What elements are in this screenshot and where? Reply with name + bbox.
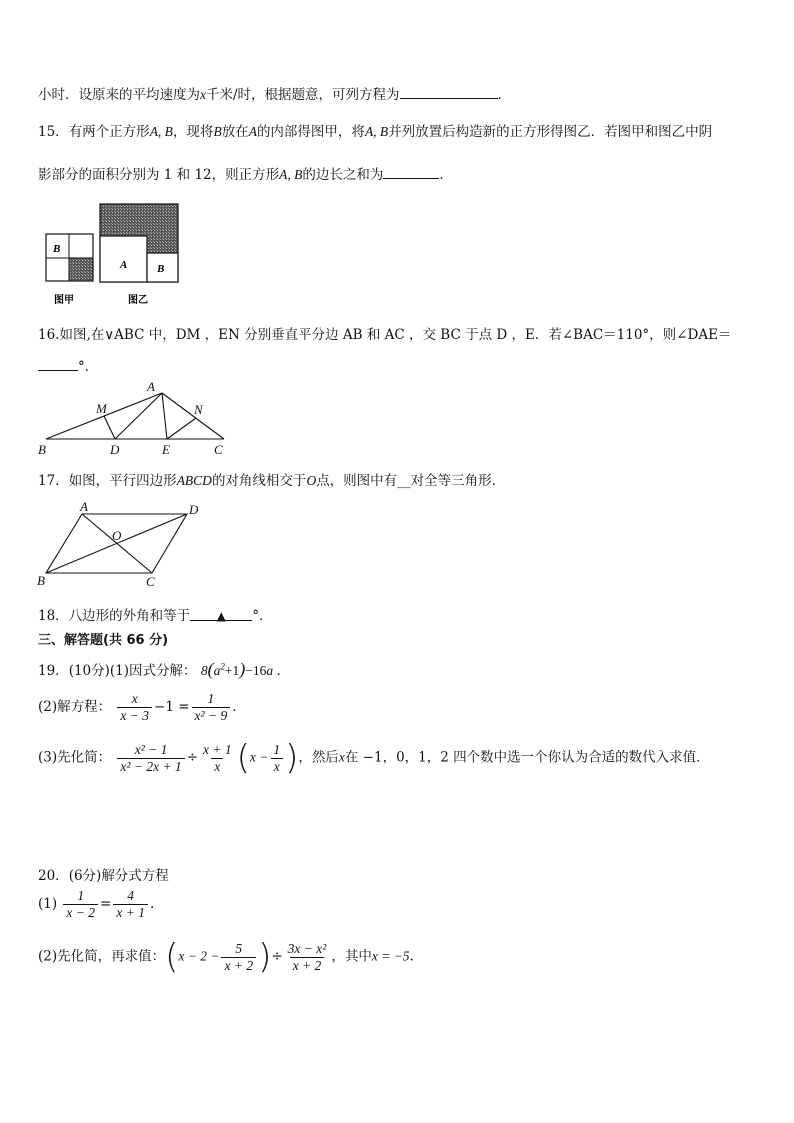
- q20-p1-label: (1): [38, 896, 58, 912]
- q19-part2: [38, 691, 246, 724]
- q14-text-b: 千米/时，根据题意，可列方程为: [206, 87, 400, 103]
- q19-p1-end: ．: [276, 663, 290, 679]
- q20-part1: [38, 888, 154, 921]
- q16-number: 16.: [38, 327, 60, 343]
- q19-p3-tail: 在 −1，0，1，2 四个数中选一个你认为合适的数代入求值．: [344, 749, 710, 766]
- q20-p2-label: (2): [38, 948, 58, 965]
- q15-ab: A, B: [364, 124, 389, 139]
- q20-p2-tail: ，其中: [331, 948, 372, 965]
- q17-line: [38, 469, 505, 489]
- q19-number: 19．: [38, 663, 69, 679]
- q20-p2-text: 先化简，再求值：: [57, 948, 166, 965]
- q16-line2: [38, 355, 98, 375]
- label-a: A: [147, 379, 155, 394]
- q15-text: 并列放置后构造新的正方形得图乙．若图甲和图乙中阴: [388, 124, 713, 140]
- q14-answer-blank[interactable]: [400, 86, 498, 99]
- label-e: E: [162, 442, 170, 457]
- q17-text: 如图，平行四边形: [68, 473, 177, 489]
- q19-p1-expression: $8(a^2+1)-16a$: [200, 659, 274, 679]
- q19-p2-mid: −1 =: [154, 699, 190, 715]
- q20-header: [38, 864, 169, 884]
- fraction: $\frac{x + 1}{x}$: [203, 741, 232, 774]
- q15-ab: A, B: [279, 167, 303, 182]
- q20-part2: (2)先化简，再求值：(x − 2 − $\frac{5}{x + 2}$ )÷ $\frac{\text{3x − x²}}{x + 2}$ ，其中x = −5.: [38, 937, 414, 977]
- q15-number: 15．: [38, 124, 69, 140]
- label-o: O: [112, 528, 122, 543]
- figure-yi: [100, 204, 178, 305]
- q16-line1: [38, 323, 731, 343]
- q17-abcd: ABCD: [176, 473, 212, 488]
- fig2-label-a: A: [120, 259, 128, 271]
- q17-figure: [34, 497, 214, 589]
- q15-text: 的边长之和为: [302, 167, 384, 183]
- q15-end: ．: [439, 167, 453, 183]
- label-d: D: [189, 502, 199, 517]
- q16-figure: [34, 378, 234, 460]
- fig1-label-b: B: [53, 243, 61, 255]
- q19-p1-text: 因式分解：: [129, 663, 197, 679]
- q16-end: °．: [78, 359, 99, 375]
- q15-line1: [38, 120, 712, 140]
- q17-number: 17．: [38, 473, 69, 489]
- section-heading: 三、解答题(共 66 分): [38, 633, 169, 648]
- fraction: $\frac{\text{x² − 1}}{\text{x² − 2x + 1}}$: [117, 742, 184, 775]
- label-d: D: [110, 442, 120, 457]
- q14-text-a: 小时．设原来的平均速度为: [38, 87, 200, 103]
- q20-p1-end: .: [149, 896, 155, 912]
- fraction: $\frac{x}{x - 3}$: [117, 691, 152, 724]
- fraction: $\frac{5}{x + 2}$: [221, 941, 256, 974]
- q19-p3-text: 先化简：: [57, 749, 112, 766]
- q14-var: x: [200, 87, 206, 102]
- q19-p3-var: x: [338, 749, 345, 765]
- q15-ab: A, B: [149, 124, 173, 139]
- q20-p2-cond: x = −5: [371, 948, 410, 964]
- triangle-marker: ▲: [216, 609, 226, 623]
- fig2-caption: 图乙: [128, 295, 148, 305]
- q20-number: 20．: [38, 868, 69, 884]
- label-b: B: [37, 573, 45, 588]
- q15-b: B: [213, 124, 222, 139]
- fraction: $\frac{1}{x}$: [270, 742, 283, 775]
- divide-sign: ÷: [186, 749, 198, 766]
- q17-o: O: [306, 473, 317, 488]
- fraction: $\frac{\text{3x − x²}}{x + 2}$: [287, 940, 327, 973]
- q19-p3-label: (3): [38, 749, 58, 766]
- q15-text: 的内部得图甲，将: [256, 124, 365, 140]
- q17-text: 点，则图中有__对全等三角形．: [316, 473, 506, 489]
- q14-end: ．: [497, 87, 512, 103]
- label-m: M: [96, 401, 107, 416]
- fig2-label-b: B: [157, 263, 165, 275]
- q15-figures: [40, 200, 185, 305]
- q20-p2-inner: x − 2 −: [178, 948, 220, 964]
- q17-text: 的对角线相交于: [211, 473, 307, 489]
- label-c: C: [146, 574, 155, 589]
- q15-line2: [38, 163, 453, 183]
- q15-a: A: [248, 124, 257, 139]
- q19-p3-inner: x −: [249, 749, 269, 765]
- q18-line: [38, 604, 272, 624]
- q15-text: 影部分的面积分别为 1 和 12，则正方形: [38, 167, 280, 183]
- q20-p2-end: .: [409, 948, 414, 965]
- q18-number: 18．: [38, 608, 69, 624]
- q19-part1: [38, 659, 290, 680]
- q19-p3-tail: ，然后: [298, 749, 339, 766]
- label-b: B: [38, 442, 46, 457]
- q19-p2-label: (2): [38, 699, 58, 715]
- q19-part3: (3)先化简： $\frac{\text{x² − 1}}{\text{x² − 2x + 1}}$ ÷ $\frac{x + 1}{x}$ (x − $\frac{1}{x}$ )，然后x在 −1，0，1，2 四个数中选一个你认为合适的数代入求值．: [38, 738, 710, 778]
- q19-p1-label: (1): [109, 663, 130, 679]
- shaded-region: [69, 258, 93, 281]
- q16-answer-blank[interactable]: [38, 358, 78, 371]
- q19-p2-text: 解方程：: [57, 699, 112, 715]
- equals-sign: =: [100, 896, 112, 912]
- q15-text: 放在: [221, 124, 249, 140]
- q15-text: 有两个正方形: [68, 124, 150, 140]
- fig1-caption: 图甲: [54, 295, 74, 305]
- q20-title: 解分式方程: [101, 868, 169, 884]
- fraction: $\frac{4}{x + 1}$: [113, 888, 148, 921]
- q18-answer-blank[interactable]: [190, 608, 252, 621]
- q16-text: 如图,在∨ABC 中，DM ，EN 分别垂直平分边 AB 和 AC ，交 BC 于点 D ，E．若∠BAC＝110°，则∠DAE＝: [59, 327, 732, 343]
- q18-text: 八边形的外角和等于: [68, 608, 191, 624]
- label-n: N: [194, 402, 203, 417]
- label-c: C: [214, 442, 223, 457]
- fraction: $\frac{1}{x - 2}$: [63, 888, 98, 921]
- divide-sign: ÷: [271, 948, 283, 965]
- q19-score: (10分): [68, 663, 110, 679]
- label-a: A: [80, 499, 88, 514]
- q14-line: [38, 83, 511, 103]
- q15-text: ，现将: [172, 124, 214, 140]
- q18-end: °．: [252, 608, 273, 624]
- q19-p2-end: ．: [232, 699, 246, 715]
- fraction: $\frac{1}{\text{x² − 9}}$: [192, 691, 231, 724]
- q15-answer-blank[interactable]: [383, 166, 439, 179]
- figure-jia: [46, 234, 93, 305]
- q20-score: (6分): [68, 868, 102, 884]
